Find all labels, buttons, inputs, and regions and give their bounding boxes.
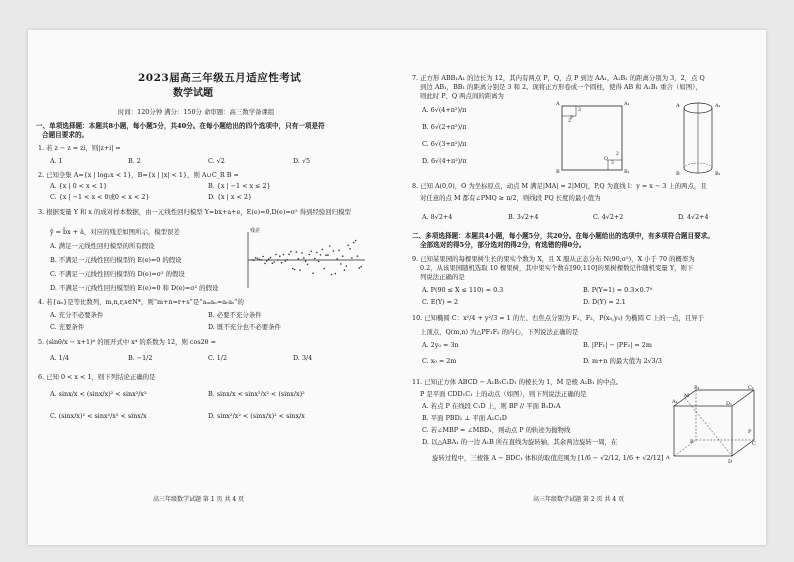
residual-point: [272, 263, 274, 265]
q5-stem: 5. (sinθ/x − x+1)⁶ 的展开式中 x⁴ 的系数为 12，则 cos2θ =: [38, 338, 216, 346]
section1-title: 一、单项选择题：本题共8小题，每小题5分，共40分。在每小题给出的四个选项中，只有一项是符: [36, 122, 325, 130]
q9-option-a: A. P(90 ≤ X ≤ 110) = 0.3: [422, 286, 504, 294]
residual-point: [316, 252, 318, 254]
residual-point: [281, 262, 283, 264]
cyl-label-b1: B₁: [715, 171, 721, 177]
q9-stem-cont-2: 列说法正确的是: [420, 273, 465, 281]
cube-label-a: A: [666, 455, 670, 461]
q2-option-c: C. {x | −1 < x < 0或0 < x < 2}: [50, 193, 150, 201]
residual-point: [273, 261, 275, 263]
q10-stem-cont: 上顶点，Q(m,n) 为△PF₁F₂ 的内心，下列说法正确的是: [420, 328, 579, 336]
q7-option-a: A. 6√(4+π²)/π: [422, 106, 467, 114]
cube-label-m: M: [684, 393, 690, 399]
q2-option-b: B. {x | −1 < x ≤ 2}: [208, 182, 271, 190]
q11-option-a: A. 若点 P 在线段 C₁D 上，则 BP // 平面 B₁D₁A: [422, 402, 561, 410]
residual-point: [303, 257, 305, 259]
residual-point: [347, 245, 349, 247]
residual-point: [310, 251, 312, 253]
q3-stem-cont: ŷ = b̂x + â，对应的残差如图所示，模型误差: [50, 228, 180, 236]
q11-option-d-cont: 旋转过程中，三棱锥 A − BDC₁ 体积的取值范围为 [1/6 − √2/12, 1/6 + √2/12]: [432, 454, 664, 462]
section2-title-cont: 全部选对的得5分，部分选对的得2分，有选错的得0分。: [420, 241, 586, 249]
residual-point: [353, 242, 355, 244]
q10-option-d: D. m+n 的最大值为 2√3/3: [583, 357, 662, 365]
residual-point: [359, 267, 361, 269]
residual-point: [318, 261, 320, 263]
cube-label-p: P: [748, 429, 752, 435]
cube-label-a1: A₁: [672, 399, 678, 405]
residual-point: [349, 248, 351, 250]
q8-stem: 8. 已知 A(0,0)，O 为坐标原点，动点 M 满足|MA| = 2|MO|，P,Q 为直线 l：y = x − 3 上的两点，且: [412, 182, 707, 190]
q9-option-d: D. D(Y) = 2.1: [583, 298, 626, 306]
residual-point: [262, 256, 264, 258]
residual-point: [331, 274, 333, 276]
residual-point: [299, 269, 301, 271]
cube-label-b: B: [690, 439, 694, 445]
residual-point: [312, 272, 314, 274]
right-page-footer: 高三年级数学试题 第 2 页 共 4 页: [533, 496, 625, 503]
q1-option-c: C. √2: [208, 157, 225, 165]
residual-point: [296, 251, 298, 253]
residual-point: [285, 260, 287, 262]
residual-point: [301, 252, 303, 254]
section1-title-cont: 合题目要求的。: [42, 131, 89, 139]
residual-point: [357, 255, 359, 257]
residual-point: [264, 263, 266, 265]
residual-point: [325, 255, 327, 257]
sq-dim-3a: 3: [578, 108, 581, 113]
sq-dim-2a: 2: [568, 119, 571, 124]
cube-label-b1: B₁: [694, 385, 700, 391]
q5-option-a: A. 1/4: [50, 354, 69, 362]
residual-point: [257, 258, 259, 260]
q10-stem: 10. 已知椭圆 C：x²/4 + y²/3 = 1 的左、右焦点分别为 F₁、F₂，P(x₀,y₀) 为椭圆 C 上的一点，且异于: [412, 314, 705, 322]
residual-point: [336, 258, 338, 260]
q7-option-d: D. 6√(4+π²)/π: [422, 157, 467, 165]
q4-option-c: C. 充要条件: [50, 323, 85, 331]
q1-option-d: D. √5: [293, 157, 311, 165]
residual-point: [320, 254, 322, 256]
q11-option-c: C. 若∠MBP = ∠MBD₁，则动点 P 的轨迹为抛物线: [422, 426, 571, 434]
exam-info: 时间：120分钟 满分：150分 命审题：高三数学备课组: [118, 108, 275, 116]
cyl-label-a: A: [676, 103, 680, 109]
q4-option-a: A. 充分不必要条件: [50, 311, 104, 319]
residual-point: [253, 260, 255, 262]
q11-stem: 11. 已知正方体 ABCD − A₁B₁C₁D₁ 的棱长为 1，M 是棱 A₁B₁ 的中点。: [412, 378, 623, 386]
exam-sheet: [28, 30, 766, 545]
cyl-label-a1: A₁: [715, 103, 721, 109]
q11-option-d: D. 以△ABA₁ 的一边 A₁B 所在直线为旋转轴，其余两边旋转一周，在: [422, 438, 618, 446]
sq-label-p: P: [570, 115, 574, 121]
q11-option-b: B. 平面 PBD₁ ⊥ 平面 A₁C₁D: [422, 414, 507, 422]
q4-option-b: B. 必要不充分条件: [208, 311, 262, 319]
q6-option-b: B. sinx/x < sinx²/x² < (sinx/x)²: [208, 390, 305, 398]
residual-point: [266, 260, 268, 262]
q3-option-d: D. 不满足一元线性回归模型的 E(e)=0 和 D(e)=σ² 的假设: [50, 284, 219, 292]
residual-point: [335, 273, 337, 275]
residual-axis-label: 残差: [250, 228, 261, 234]
left-page-footer: 高三年级数学试题 第 1 页 共 4 页: [153, 496, 245, 503]
sq-dim-3b: 3: [611, 161, 614, 166]
q2-option-a: A. {x | 0 < x < 1}: [50, 182, 108, 190]
q10-option-c: C. x₀ = 2m: [422, 357, 457, 365]
residual-point: [259, 259, 261, 261]
cyl-label-b: B: [676, 171, 680, 177]
cylinder-figure: [678, 100, 718, 178]
q8-option-a: A. 8√2+4: [422, 213, 453, 221]
cube-label-d1: D₁: [726, 401, 733, 407]
q7-stem-cont-2: 则此时 P、Q 两点间的距离为: [420, 92, 504, 100]
q10-option-a: A. 2y₀ = 3n: [422, 341, 459, 349]
residual-point: [360, 266, 362, 268]
cube-label-c1: C₁: [748, 385, 754, 391]
residual-point: [261, 259, 263, 261]
section2-title: 二、多项选择题：本题共4小题，每小题5分，共20分。在每小题给出的选项中，有多项符合题目要求。: [412, 232, 714, 240]
q2-option-d: D. {x | x < 2}: [208, 193, 252, 201]
residual-point: [323, 268, 325, 270]
residual-point: [298, 258, 300, 260]
residual-point: [338, 250, 340, 252]
residual-point: [294, 269, 296, 271]
cube-label-d: D: [728, 459, 733, 465]
q6-stem: 6. 已知 0 < x < 1，则下列结论正确的是: [38, 373, 156, 381]
residual-point: [290, 251, 292, 253]
q8-stem-cont: 对任意的点 M 都有∠PMQ ≥ π/2，则线段 PQ 长度的最小值为: [420, 194, 601, 202]
q7-stem: 7. 正方形 ABB₁A₁ 的边长为 12，其内有两点 P，Q，点 P 到边 AA₁，A₁B₁ 的距离分别为 3，2，点 Q: [412, 74, 705, 82]
q3-option-b: B. 不满足一元线性回归模型的 E(e)=0 的假设: [50, 256, 182, 264]
q5-option-d: D. 3/4: [293, 354, 313, 362]
q8-option-c: C. 4√2+2: [593, 213, 624, 221]
q6-option-a: A. sinx/x < (sinx/x)² < sinx²/x²: [50, 390, 147, 398]
sq-label-a: A: [556, 101, 560, 107]
q7-option-b: B. 6√(2+π²)/π: [422, 123, 467, 131]
residual-point: [288, 253, 290, 255]
exam-title: 2023届高三年级五月适应性考试: [138, 72, 302, 84]
residual-point: [279, 255, 281, 257]
q9-option-b: B. P(Y=1) = 0.3×0.7⁹: [583, 286, 653, 294]
q1-option-a: A. 1: [50, 157, 63, 165]
residual-point: [275, 254, 277, 256]
q7-stem-cont: 到边 AB₁，BB₁ 的距离分别是 3 和 2。现将正方形卷成一个圆柱，使得 AB 和 A₁B₁ 重合（如图），: [420, 83, 702, 91]
residual-point: [314, 258, 316, 260]
sq-label-b: B: [556, 169, 560, 175]
residual-point: [329, 245, 331, 247]
residual-point: [268, 258, 270, 260]
q5-option-c: C. 1/2: [208, 354, 228, 362]
q9-option-c: C. E(Y) = 2: [422, 298, 459, 306]
residual-point: [322, 249, 324, 251]
cube-label-c: C: [752, 441, 756, 447]
sq-dim-2b: 2: [616, 152, 619, 157]
q2-stem: 2. 已知全集 A={x | log₂x < 1}，B={x | |x| < 1}，则 A∪C_R B =: [38, 171, 239, 179]
q11-stem-cont: P 是平面 CDD₁C₁ 上的动点（如图），则下列说法正确的是: [420, 390, 587, 398]
q10-option-b: B. |PF₁| − |PF₂| = 2m: [583, 341, 652, 349]
residual-plot: [240, 230, 370, 290]
exam-subtitle: 数学试题: [173, 88, 213, 99]
residual-point: [309, 254, 311, 256]
square-figure: [558, 102, 628, 174]
q6-option-d: D. sinx²/x² < (sinx/x)² < sinx/x: [208, 412, 305, 420]
residual-point: [351, 257, 353, 259]
residual-point: [344, 269, 346, 271]
q6-option-c: C. (sinx/x)² < sinx²/x² < sinx/x: [50, 412, 147, 420]
q9-stem: 9. 已知某果园的每棵果树生长的果实个数为 X，且 X 服从正态分布 N(90,σ²)，X 小于 70 的概率为: [412, 255, 695, 263]
q8-option-b: B. 3√2+4: [508, 213, 539, 221]
sq-label-b1: B₁: [624, 169, 630, 175]
residual-point: [292, 268, 294, 270]
q1-stem: 1. 若 z − z = zi，则|z+i| =: [38, 144, 121, 152]
q3-option-c: C. 不满足一元线性回归模型的 D(e)=σ² 的假设: [50, 270, 185, 278]
residual-point: [277, 259, 279, 261]
residual-point: [327, 254, 329, 256]
residual-point: [340, 263, 342, 265]
q9-stem-cont: 0.2，从该果园随机选取 10 棵果树，其中果实个数在[90,110]的果树棵数记作随机变量 Y，则下: [420, 264, 694, 272]
q5-option-b: B. −1/2: [128, 354, 153, 362]
q1-option-b: B. 2: [128, 157, 141, 165]
q3-stem: 3. 根据变量 Y 和 x 的成对样本数据，由一元线性回归模型 Y=bx+a+e，E(e)=0,D(e)=σ² 得到经验回归模型: [38, 208, 351, 216]
residual-point: [305, 260, 307, 262]
residual-point: [270, 257, 272, 259]
q3-option-a: A. 满足一元线性回归模型的所有假设: [50, 242, 155, 250]
q4-stem: 4. 若{aₙ}是等比数列，m,n,r,s∈N*，则“m+n=r+s”是“aₘaₙ=aᵣaₛ”的: [38, 298, 244, 306]
q4-option-d: D. 既不充分也不必要条件: [208, 323, 281, 331]
residual-point: [307, 264, 309, 266]
sq-label-q: Q: [604, 156, 609, 162]
residual-point: [251, 259, 253, 261]
residual-point: [342, 255, 344, 257]
residual-point: [286, 259, 288, 261]
residual-point: [346, 265, 348, 267]
sq-label-a1: A₁: [624, 101, 630, 107]
residual-point: [333, 250, 335, 252]
residual-point: [255, 257, 257, 259]
residual-point: [355, 240, 357, 242]
q8-option-d: D. 4√2+4: [678, 213, 709, 221]
q7-option-c: C. 6√(3+π²)/π: [422, 140, 467, 148]
residual-point: [283, 254, 285, 256]
